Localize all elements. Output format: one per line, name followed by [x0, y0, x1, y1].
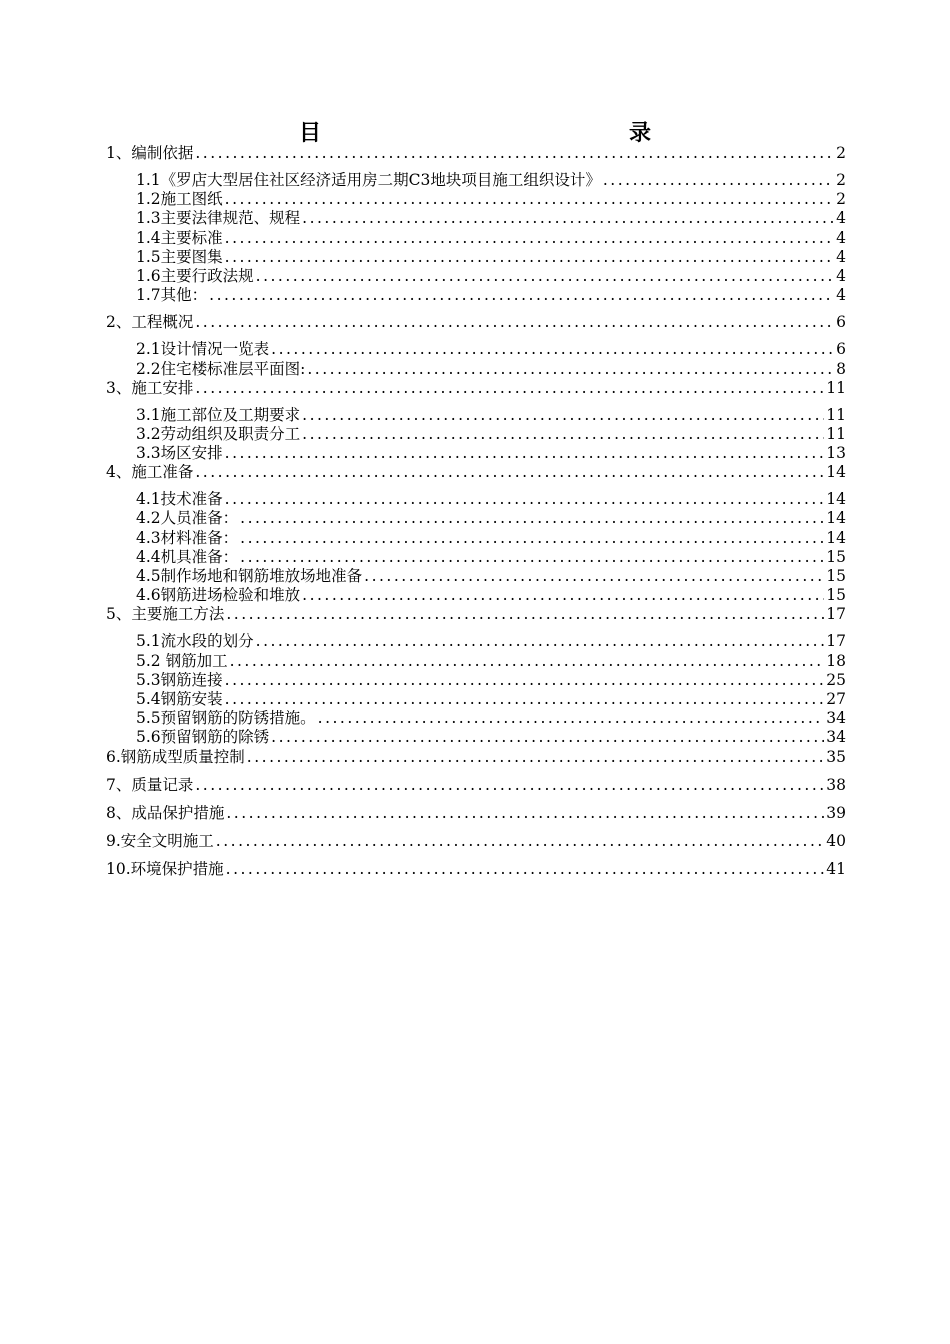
leader-dots	[226, 860, 825, 879]
toc-entry-label: 4.6钢筋进场检验和堆放	[136, 586, 301, 605]
toc-entry-5[interactable]	[106, 605, 846, 624]
toc-entry-page: 11	[826, 378, 846, 397]
toc-entry-label: 4.2人员准备：	[136, 509, 239, 528]
toc-entry-4-3[interactable]	[106, 529, 846, 548]
toc-entry-label: 4.1技术准备	[136, 490, 223, 509]
toc-entry-label: 4.5制作场地和钢筋堆放场地准备	[136, 567, 363, 585]
toc-entry-label: 1、编制依据	[106, 144, 194, 162]
toc-entry-9[interactable]	[106, 832, 846, 851]
toc-entry-1-1[interactable]	[106, 171, 846, 190]
leader-dots	[226, 804, 824, 823]
toc-entry-3[interactable]	[106, 379, 846, 398]
leader-dots	[195, 379, 824, 398]
toc-entry-page: 8	[836, 359, 846, 378]
toc-entry-label: 5.3钢筋连接	[136, 670, 223, 689]
toc-entry-label: 5.5预留钢筋的防锈措施。	[136, 709, 316, 728]
leader-dots	[240, 529, 824, 548]
leader-dots	[225, 690, 825, 709]
leader-dots	[302, 209, 834, 228]
toc-entry-label: 5.2 钢筋加工	[136, 651, 228, 670]
toc-entry-label: 1.5主要图集	[136, 247, 223, 266]
toc-entry-page: 11	[826, 405, 846, 424]
toc-entry-4-6[interactable]	[106, 586, 846, 605]
toc-entry-page: 4	[836, 228, 846, 247]
table-of-contents	[106, 144, 846, 879]
toc-entry-label: 1.2施工图纸	[136, 190, 223, 209]
leader-dots	[271, 340, 834, 359]
toc-entry-label: 10.环境保护措施	[106, 859, 224, 878]
leader-dots	[225, 248, 834, 267]
leader-dots	[195, 463, 824, 482]
leader-dots	[195, 144, 834, 163]
toc-entry-label: 3.2劳动组织及职责分工	[136, 424, 301, 443]
toc-entry-page: 14	[826, 528, 846, 547]
leader-dots	[216, 832, 824, 851]
toc-entry-page: 6	[836, 313, 846, 332]
toc-entry-page: 15	[826, 567, 846, 585]
toc-entry-label: 1.1《罗店大型居住社区经济适用房二期C3地块项目施工组织设计》	[136, 171, 601, 189]
toc-entry-page: 14	[826, 490, 846, 509]
leader-dots	[209, 286, 834, 305]
toc-entry-page: 4	[836, 286, 846, 305]
toc-entry-page: 15	[826, 547, 846, 566]
leader-dots	[225, 671, 825, 690]
leader-dots	[240, 548, 824, 567]
toc-entry-label: 1.3主要法律规范、规程	[136, 209, 301, 228]
toc-entry-page: 4	[836, 266, 846, 285]
leader-dots	[256, 632, 825, 651]
toc-entry-label: 4.3材料准备：	[136, 528, 239, 547]
leader-dots	[271, 728, 824, 747]
toc-entry-page: 2	[836, 144, 846, 162]
leader-dots	[603, 171, 834, 190]
toc-entry-label: 3.1施工部位及工期要求	[136, 405, 301, 424]
toc-entry-label: 1.7其他：	[136, 286, 208, 305]
toc-entry-page: 17	[826, 605, 846, 624]
toc-entry-label: 1.6主要行政法规	[136, 266, 254, 285]
toc-entry-label: 3.3场区安排	[136, 444, 223, 463]
toc-entry-label: 3、施工安排	[106, 378, 194, 397]
toc-entry-8[interactable]	[106, 804, 846, 823]
leader-dots	[226, 605, 824, 624]
toc-entry-1-2[interactable]	[106, 190, 846, 209]
toc-entry-2-1[interactable]	[106, 340, 846, 359]
toc-entry-5-5[interactable]	[106, 709, 846, 728]
toc-entry-page: 2	[836, 190, 846, 209]
leader-dots	[302, 586, 824, 605]
toc-entry-page: 17	[826, 632, 846, 651]
leader-dots	[247, 748, 824, 767]
leader-dots	[225, 490, 825, 509]
toc-entry-page: 4	[836, 209, 846, 228]
toc-entry-label: 4、施工准备	[106, 463, 194, 482]
toc-entry-page: 13	[826, 444, 846, 463]
toc-entry-page: 25	[826, 670, 846, 689]
toc-entry-page: 11	[826, 424, 846, 443]
leader-dots	[302, 406, 824, 425]
toc-entry-label: 9.安全文明施工	[106, 831, 214, 850]
leader-dots	[230, 652, 825, 671]
toc-entry-page: 14	[826, 509, 846, 528]
toc-entry-2[interactable]	[106, 313, 846, 332]
leader-dots	[225, 229, 834, 248]
toc-entry-label: 5、主要施工方法	[106, 605, 225, 624]
toc-entry-label: 5.6预留钢筋的除锈	[136, 728, 270, 747]
toc-entry-label: 1.4主要标准	[136, 228, 223, 247]
toc-entry-4-2[interactable]	[106, 509, 846, 528]
toc-entry-1-5[interactable]	[106, 248, 846, 267]
toc-entry-page: 39	[826, 803, 846, 822]
leader-dots	[256, 267, 834, 286]
toc-entry-5-1[interactable]	[106, 632, 846, 651]
leader-dots	[225, 444, 825, 463]
toc-entry-5-4[interactable]	[106, 690, 846, 709]
toc-entry-5-3[interactable]	[106, 671, 846, 690]
toc-entry-page: 2	[836, 171, 846, 189]
leader-dots	[364, 567, 824, 586]
toc-entry-label: 5.1流水段的划分	[136, 632, 254, 651]
toc-entry-page: 38	[826, 775, 846, 794]
leader-dots	[240, 509, 824, 528]
toc-entry-7[interactable]	[106, 776, 846, 795]
toc-entry-6[interactable]	[106, 748, 846, 767]
toc-entry-2-2[interactable]	[106, 360, 846, 379]
toc-entry-label: 6.钢筋成型质量控制	[106, 747, 245, 766]
toc-entry-page: 6	[836, 340, 846, 359]
toc-entry-page: 34	[826, 709, 846, 728]
toc-entry-1-7[interactable]	[106, 286, 846, 305]
toc-entry-label: 8、成品保护措施	[106, 803, 225, 822]
toc-entry-label: 2.2住宅楼标准层平面图:	[136, 359, 306, 378]
leader-dots	[318, 709, 825, 728]
toc-entry-1-4[interactable]	[106, 229, 846, 248]
toc-entry-10[interactable]	[106, 860, 846, 879]
toc-entry-label: 5.4钢筋安装	[136, 689, 223, 708]
leader-dots	[195, 313, 834, 332]
toc-entry-page: 18	[826, 651, 846, 670]
leader-dots	[225, 190, 834, 209]
toc-entry-label: 4.4机具准备：	[136, 547, 239, 566]
toc-entry-page: 35	[826, 747, 846, 766]
toc-entry-1[interactable]	[106, 144, 846, 163]
toc-entry-4-4[interactable]	[106, 548, 846, 567]
toc-entry-3-2[interactable]	[106, 425, 846, 444]
toc-entry-5-2[interactable]	[106, 652, 846, 671]
toc-entry-1-3[interactable]	[106, 209, 846, 228]
toc-entry-4-1[interactable]	[106, 490, 846, 509]
toc-entry-label: 2、工程概况	[106, 313, 194, 332]
toc-entry-4[interactable]	[106, 463, 846, 482]
toc-entry-page: 14	[826, 463, 846, 482]
toc-entry-page: 41	[826, 859, 846, 878]
toc-title: 目 录	[298, 121, 739, 146]
leader-dots	[195, 776, 824, 795]
toc-entry-page: 40	[826, 831, 846, 850]
toc-entry-label: 7、质量记录	[106, 775, 194, 794]
toc-entry-page: 15	[826, 586, 846, 605]
toc-entry-label: 2.1设计情况一览表	[136, 340, 270, 359]
toc-entry-3-3[interactable]	[106, 444, 846, 463]
toc-entry-page: 4	[836, 247, 846, 266]
toc-entry-page: 34	[826, 728, 846, 747]
toc-entry-5-6[interactable]	[106, 728, 846, 747]
toc-entry-page: 27	[826, 689, 846, 708]
leader-dots	[307, 360, 834, 379]
toc-entry-1-6[interactable]	[106, 267, 846, 286]
leader-dots	[302, 425, 824, 444]
toc-entry-3-1[interactable]	[106, 406, 846, 425]
toc-entry-4-5[interactable]	[106, 567, 846, 586]
